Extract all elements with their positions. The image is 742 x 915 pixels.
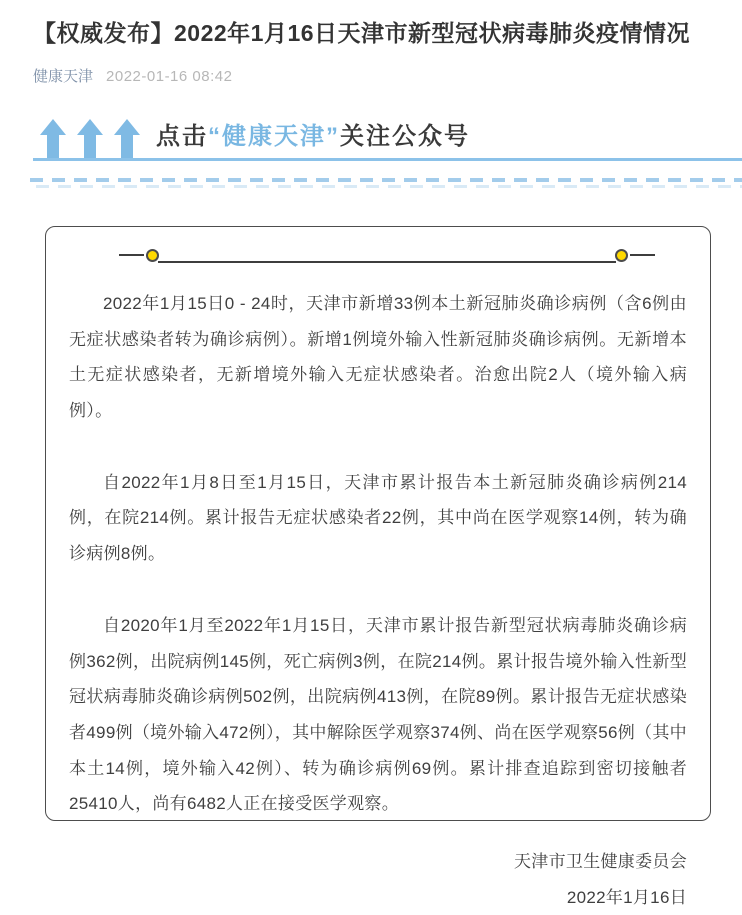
paragraph-daily-cases: 2022年1月15日0 - 24时，天津市新增33例本土新冠肺炎确诊病例（含6例由无症状感染者转为确诊病例）。新增1例境外输入性新冠肺炎确诊病例。无新增本土无症状感染者，无新增境外输入无症状感染者。治愈出院2人（境外输入病例）。: [69, 294, 687, 421]
signature-date: 2022年1月16日: [566, 887, 687, 907]
up-arrow-icon: [40, 119, 66, 158]
arrow-group: [40, 119, 140, 158]
ornament-divider: [119, 247, 655, 263]
page-title: 【权威发布】2022年1月16日天津市新型冠状病毒肺炎疫情情况: [33, 20, 691, 46]
signature-name: 天津市卫生健康委员会: [514, 851, 687, 871]
banner-highlight-account: “健康天津”: [208, 123, 340, 151]
follow-banner-row[interactable]: [33, 116, 742, 161]
yellow-dot-icon: [615, 249, 628, 262]
paragraph-weekly-summary: 自2022年1月8日至1月15日，天津市累计报告本土新冠肺炎确诊病例214例，在院214例。累计报告无症状感染者22例，其中尚在医学观察14例，转为确诊病例8例。: [69, 472, 687, 564]
content-card: [45, 226, 711, 907]
dashed-divider: [30, 178, 742, 182]
byline: [33, 65, 708, 86]
banner-text-before: 点击: [156, 123, 208, 151]
signature-block: [69, 844, 687, 915]
yellow-dot-icon: [146, 249, 159, 262]
dashed-divider-shadow: [36, 185, 742, 188]
ornament-dash-right: [630, 254, 655, 256]
paragraph-cumulative-stats: 自2020年1月至2022年1月15日，天津市累计报告新型冠状病毒肺炎确诊病例362例，出院病例145例，死亡病例3例，在院214例。累计报告境外输入性新型冠状病毒肺炎确诊病例502例，出院病例413例，在院89例。累计报告无症状感染者499例（境外输入472例），其中解除医学观察374例、尚在医学观察56例（其中本土14例，境外输入42例）、转为确诊病例69例。累计排查追踪到密切接触者25410人，尚有6482人正在接受医学观察。: [69, 615, 687, 814]
up-arrow-icon: [77, 119, 103, 158]
follow-banner[interactable]: [0, 116, 742, 188]
author-name[interactable]: 健康天津: [33, 68, 94, 86]
ornament-line: [158, 261, 616, 263]
ornament-dash-left: [119, 254, 144, 256]
up-arrow-icon: [114, 119, 140, 158]
banner-text-after: 关注公众号: [340, 123, 470, 151]
article-header: [0, 0, 742, 86]
follow-banner-text: [156, 116, 470, 158]
publish-timestamp: 2022-01-16 08:42: [106, 68, 233, 86]
